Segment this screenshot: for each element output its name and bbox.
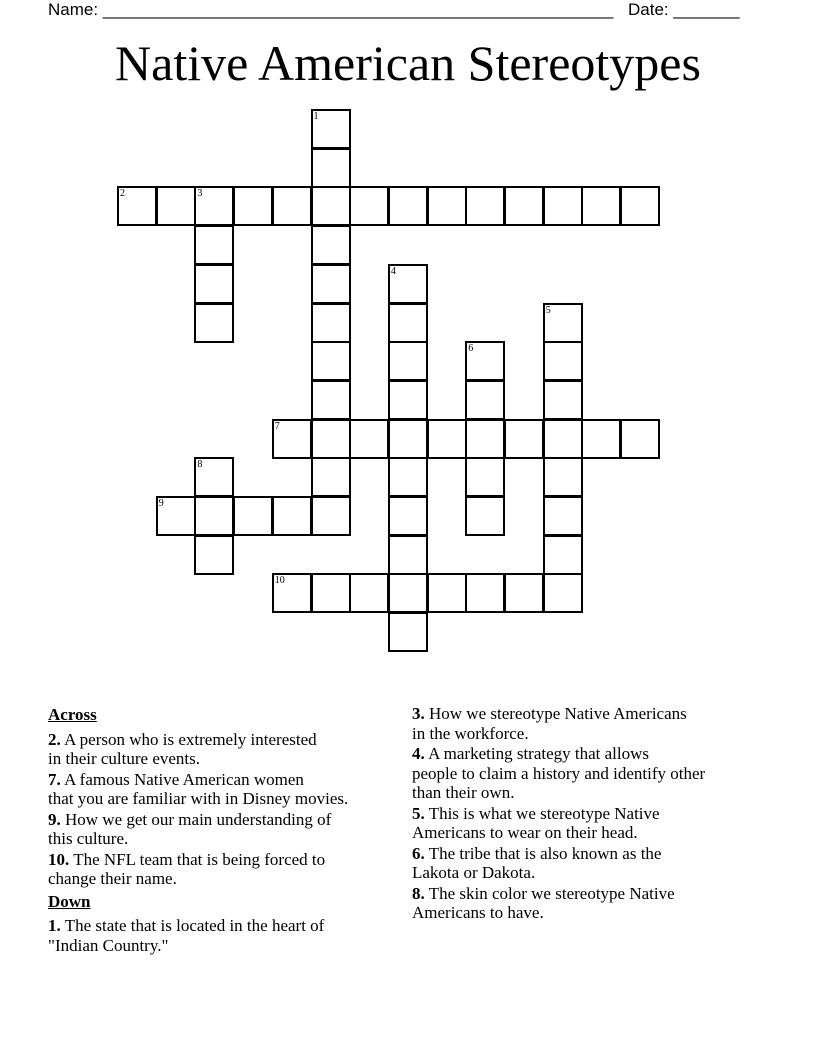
grid-cell[interactable] (311, 148, 351, 188)
cell-number: 1 (313, 111, 319, 122)
grid-cell[interactable] (504, 573, 544, 613)
clue-number: 7. (48, 769, 61, 789)
clue-down-8 (412, 884, 772, 923)
grid-cell[interactable] (427, 186, 467, 226)
grid-cell[interactable] (581, 419, 621, 459)
clue-text: A person who is extremely interested in their culture events. (48, 729, 317, 768)
grid-cell[interactable] (427, 573, 467, 613)
grid-cell[interactable] (465, 186, 505, 226)
cell-number: 5 (545, 304, 551, 316)
grid-cell[interactable] (272, 573, 312, 613)
date-field[interactable]: Date: _______ (628, 0, 740, 19)
clue-text: How we get our main understanding of this culture. (48, 809, 332, 848)
grid-cell[interactable] (194, 457, 234, 497)
grid-cell[interactable] (272, 496, 312, 536)
cell-number: 6 (468, 343, 474, 355)
grid-cell[interactable] (388, 496, 428, 536)
clue-down-6 (412, 844, 772, 883)
clue-number: 9. (48, 809, 61, 829)
clue-text: The tribe that is also known as the Lakota or Dakota. (412, 843, 662, 882)
grid-cell[interactable] (620, 419, 660, 459)
cell-number: 10 (274, 575, 285, 587)
grid-cell[interactable] (349, 573, 389, 613)
clue-text: How we stereotype Native Americans in the workforce. (412, 704, 687, 743)
grid-cell[interactable] (311, 186, 351, 226)
cell-number: 4 (390, 265, 396, 277)
grid-cell[interactable] (465, 496, 505, 536)
clue-number: 3. (412, 704, 425, 723)
cell-number: 7 (274, 420, 280, 432)
grid-cell[interactable] (427, 419, 467, 459)
clue-number: 4. (412, 744, 425, 763)
grid-cell[interactable] (311, 573, 351, 613)
grid-cell[interactable] (543, 496, 583, 536)
grid-cell[interactable] (311, 109, 351, 149)
clue-number: 5. (412, 803, 425, 823)
grid-cell[interactable] (349, 419, 389, 459)
grid-cell[interactable] (465, 419, 505, 459)
grid-cell[interactable] (543, 341, 583, 381)
across-heading: Across (48, 705, 97, 724)
clue-number: 8. (412, 883, 425, 903)
grid-cell[interactable] (311, 303, 351, 343)
grid-cell[interactable] (272, 186, 312, 226)
clue-number: 2. (48, 729, 61, 749)
grid-cell[interactable] (388, 419, 428, 459)
clue-number: 6. (412, 843, 425, 863)
clue-number: 1. (48, 916, 61, 935)
grid-cell[interactable] (311, 264, 351, 304)
grid-cell[interactable] (465, 457, 505, 497)
cell-number: 3 (197, 188, 203, 200)
grid-cell[interactable] (194, 186, 234, 226)
clue-text: A marketing strategy that allows people to claim a history and identify other than their own. (412, 744, 706, 802)
grid-cell[interactable] (543, 419, 583, 459)
grid-cell[interactable] (543, 535, 583, 575)
grid-cell[interactable] (504, 419, 544, 459)
clue-number: 10. (48, 849, 70, 869)
clue-across-2 (48, 730, 408, 769)
grid-cell[interactable] (194, 264, 234, 304)
grid-cell[interactable] (349, 186, 389, 226)
clue-text: A famous Native American women that you are familiar with in Disney movies. (48, 769, 349, 808)
grid-cell[interactable] (388, 573, 428, 613)
grid-cell[interactable] (543, 380, 583, 420)
clue-text: The skin color we stereotype Native Americans to have. (412, 883, 675, 922)
grid-cell[interactable] (465, 573, 505, 613)
clue-across-9 (48, 810, 408, 849)
grid-cell[interactable] (388, 535, 428, 575)
grid-cell[interactable] (233, 186, 273, 226)
grid-cell[interactable] (272, 419, 312, 459)
clue-down-3 (412, 704, 772, 743)
clues-column-left (48, 704, 408, 956)
grid-cell[interactable] (581, 186, 621, 226)
grid-cell[interactable] (311, 225, 351, 265)
grid-cell[interactable] (156, 186, 196, 226)
grid-cell[interactable] (388, 341, 428, 381)
clue-across-10 (48, 850, 408, 889)
grid-cell[interactable] (543, 457, 583, 497)
grid-cell[interactable] (117, 186, 157, 226)
grid-cell[interactable] (194, 303, 234, 343)
clue-text: This is what we stereotype Native Americans to wear on their head. (412, 803, 660, 842)
grid-cell[interactable] (388, 612, 428, 652)
grid-cell[interactable] (465, 341, 505, 381)
grid-cell[interactable] (311, 380, 351, 420)
grid-cell[interactable] (311, 419, 351, 459)
clue-text: The state that is located in the heart of "Indian Country." (48, 916, 325, 955)
down-heading: Down (48, 891, 91, 911)
grid-cell[interactable] (233, 496, 273, 536)
clue-down-1 (48, 916, 408, 955)
grid-cell[interactable] (543, 303, 583, 343)
clues-column-right (412, 704, 772, 924)
grid-cell[interactable] (388, 380, 428, 420)
clue-down-4 (412, 744, 772, 803)
puzzle-title: Native American Stereotypes (115, 35, 701, 91)
clue-across-7 (48, 770, 408, 809)
name-field[interactable]: Name: ______________________________________________________ (48, 0, 614, 19)
grid-cell[interactable] (388, 186, 428, 226)
grid-cell[interactable] (465, 380, 505, 420)
cell-number: 8 (197, 459, 203, 471)
grid-cell[interactable] (543, 186, 583, 226)
grid-cell[interactable] (194, 225, 234, 265)
grid-cell[interactable] (388, 264, 428, 304)
cell-number: 9 (158, 498, 164, 509)
grid-cell[interactable] (388, 303, 428, 343)
grid-cell[interactable] (194, 535, 234, 575)
clue-text: The NFL team that is being forced to change their name. (48, 849, 326, 888)
grid-cell[interactable] (504, 186, 544, 226)
grid-cell[interactable] (620, 186, 660, 226)
grid-cell[interactable] (311, 496, 351, 536)
grid-cell[interactable] (194, 496, 234, 536)
grid-cell[interactable] (543, 573, 583, 613)
grid-cell[interactable] (156, 496, 196, 536)
grid-cell[interactable] (311, 457, 351, 497)
grid-cell[interactable] (388, 457, 428, 497)
cell-number: 2 (120, 188, 125, 200)
clue-down-5 (412, 804, 772, 843)
grid-cell[interactable] (311, 341, 351, 381)
